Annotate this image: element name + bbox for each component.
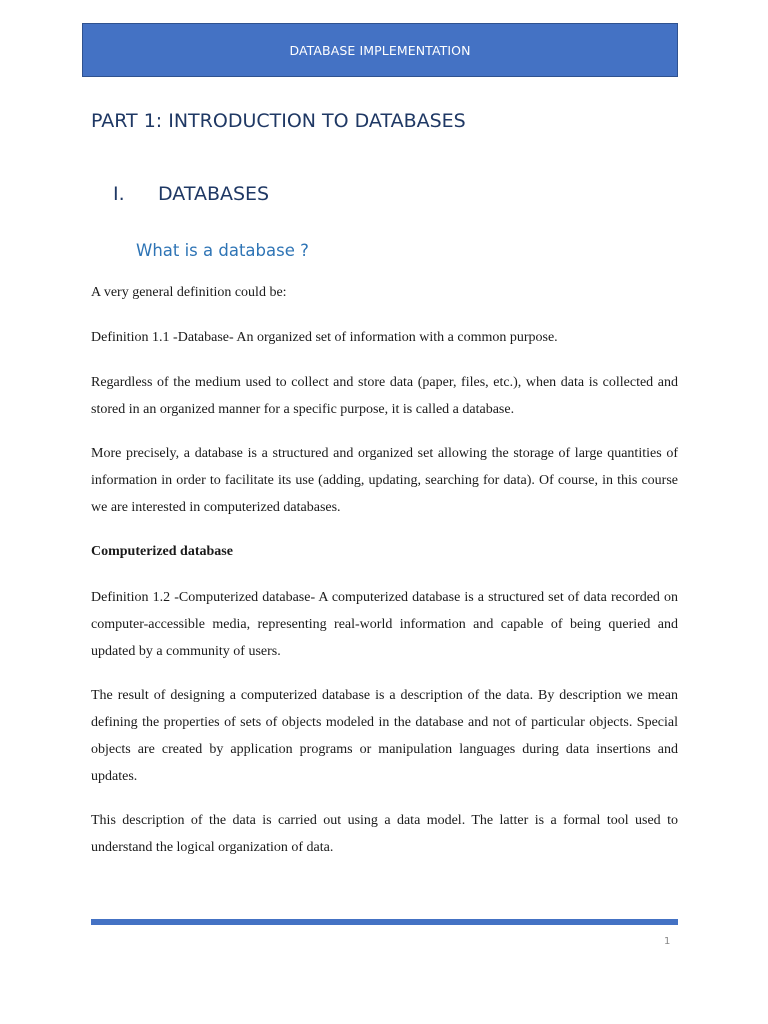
paragraph-medium: Regardless of the medium used to collect and store data (paper, files, etc.), when data is collected and stored in an organized manner for a specific purpose, it is called a database.	[91, 375, 678, 417]
subsection-title: What is a database ?	[136, 241, 309, 260]
part-title: PART 1: INTRODUCTION TO DATABASES	[91, 110, 466, 132]
paragraph-definition-1-2: Definition 1.2 -Computerized database- A computerized database is a structured set of data recorded on computer-accessible media, representing real-world information and capable of being queried and updated by a community of users.	[91, 590, 678, 659]
paragraph-intro: A very general definition could be:	[91, 285, 287, 300]
paragraph-computerized-heading: Computerized database	[91, 544, 233, 559]
paragraph-design-result: The result of designing a computerized database is a description of the data. By description we mean defining the properties of sets of objects modeled in the database and not of particular objects. Special objects are created by application programs or manipulation languages during data insertions and updates.	[91, 688, 678, 784]
footer-divider	[91, 919, 678, 925]
paragraph-precisely: More precisely, a database is a structured and organized set allowing the storage of large quantities of information in order to facilitate its use (adding, updating, searching for data). Of course, in this course we are interested in computerized databases.	[91, 446, 678, 515]
page-number: 1	[664, 936, 671, 947]
section-title: DATABASES	[158, 183, 270, 205]
paragraph-data-model: This description of the data is carried out using a data model. The latter is a formal tool used to understand the logical organization of data.	[91, 813, 678, 855]
paragraph-definition-1-1: Definition 1.1 -Database- An organized set of information with a common purpose.	[91, 330, 558, 345]
section-heading	[113, 183, 269, 205]
page-header	[82, 23, 678, 77]
header-title: DATABASE IMPLEMENTATION	[289, 42, 471, 58]
section-number: I.	[113, 183, 125, 205]
